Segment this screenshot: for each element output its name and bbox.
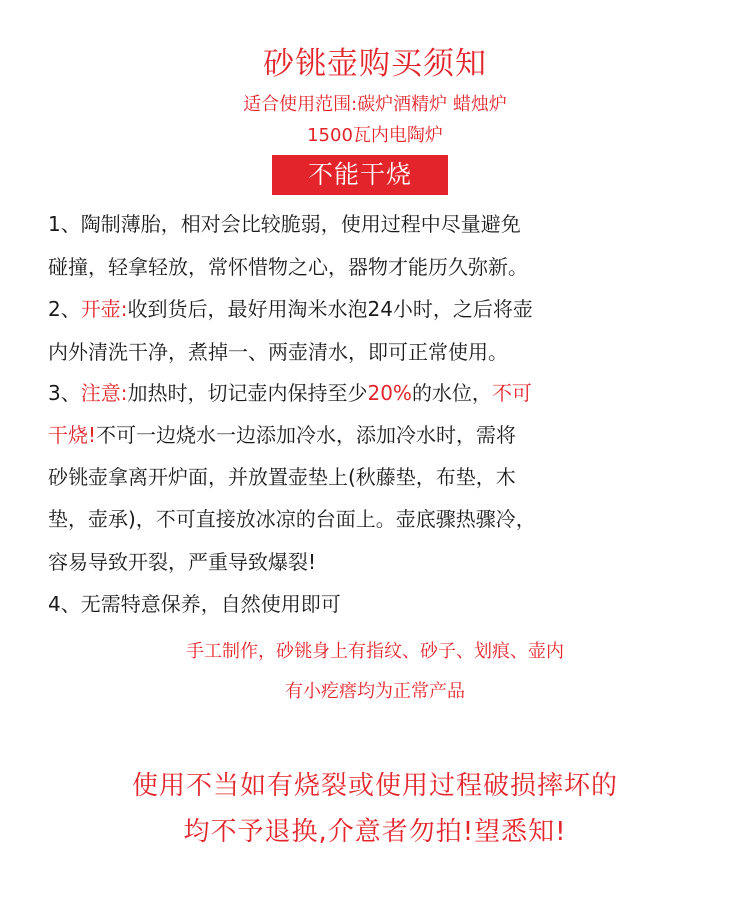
page-title: 砂铫壶购买须知 <box>263 46 487 82</box>
item3-line3: 砂铫壶拿离开炉面，并放置壶垫上(秋藤垫，布垫，木 <box>48 465 516 489</box>
item2-line2: 内外清洗干净，煮掉一、两壶清水，即可正常使用。 <box>48 340 508 364</box>
item2-line1 <box>48 293 728 322</box>
item3-warning-start: 不可 <box>491 381 532 405</box>
no-return-warning-line1: 使用不当如有烧裂或使用过程破损摔坏的 <box>131 771 618 801</box>
water-level-percent: 20% <box>367 381 412 405</box>
usage-scope-power: 1500瓦内电陶炉 <box>307 125 443 146</box>
item3-line4: 垫，壶承)，不可直接放冰凉的台面上。壶底骤热骤冷， <box>48 507 536 531</box>
item3-line5: 容易导致开裂，严重导致爆裂! <box>48 550 317 574</box>
item3-text: 加热时，切记壶内保持至少 <box>127 381 368 405</box>
no-return-warning-line2: 均不予退换,介意者勿拍!望悉知! <box>183 817 567 847</box>
item3-warning-end: 干烧! <box>48 423 97 447</box>
item2-label: 开壶: <box>80 297 128 321</box>
item2-text: 收到货后，最好用淘米水泡24小时，之后将壶 <box>127 297 533 321</box>
item1-line2: 碰撞，轻拿轻放，常怀惜物之心，器物才能历久弥新。 <box>48 255 528 279</box>
handmade-note-line2: 有小疙瘩均为正常产品 <box>285 681 465 702</box>
item3-text-after: 的水位， <box>411 381 492 405</box>
item2-number: 2、 <box>48 297 81 321</box>
usage-scope: 适合使用范围:碳炉酒精炉 蜡烛炉 <box>243 94 507 115</box>
item3-line2 <box>48 419 728 448</box>
item1-line1: 1、陶制薄胎，相对会比较脆弱，使用过程中尽量避免 <box>48 212 521 236</box>
item3-label: 注意: <box>80 381 128 405</box>
item3-line1 <box>48 377 728 406</box>
item3-number: 3、 <box>48 381 81 405</box>
item4: 4、无需特意保养，自然使用即可 <box>48 592 341 616</box>
item3-text2: 不可一边烧水一边添加冷水，添加冷水时，需将 <box>96 423 517 447</box>
no-dry-heating-banner: 不能干烧 <box>272 155 448 195</box>
handmade-note-line1: 手工制作，砂铫身上有指纹、砂子、划痕、壶内 <box>186 641 564 662</box>
